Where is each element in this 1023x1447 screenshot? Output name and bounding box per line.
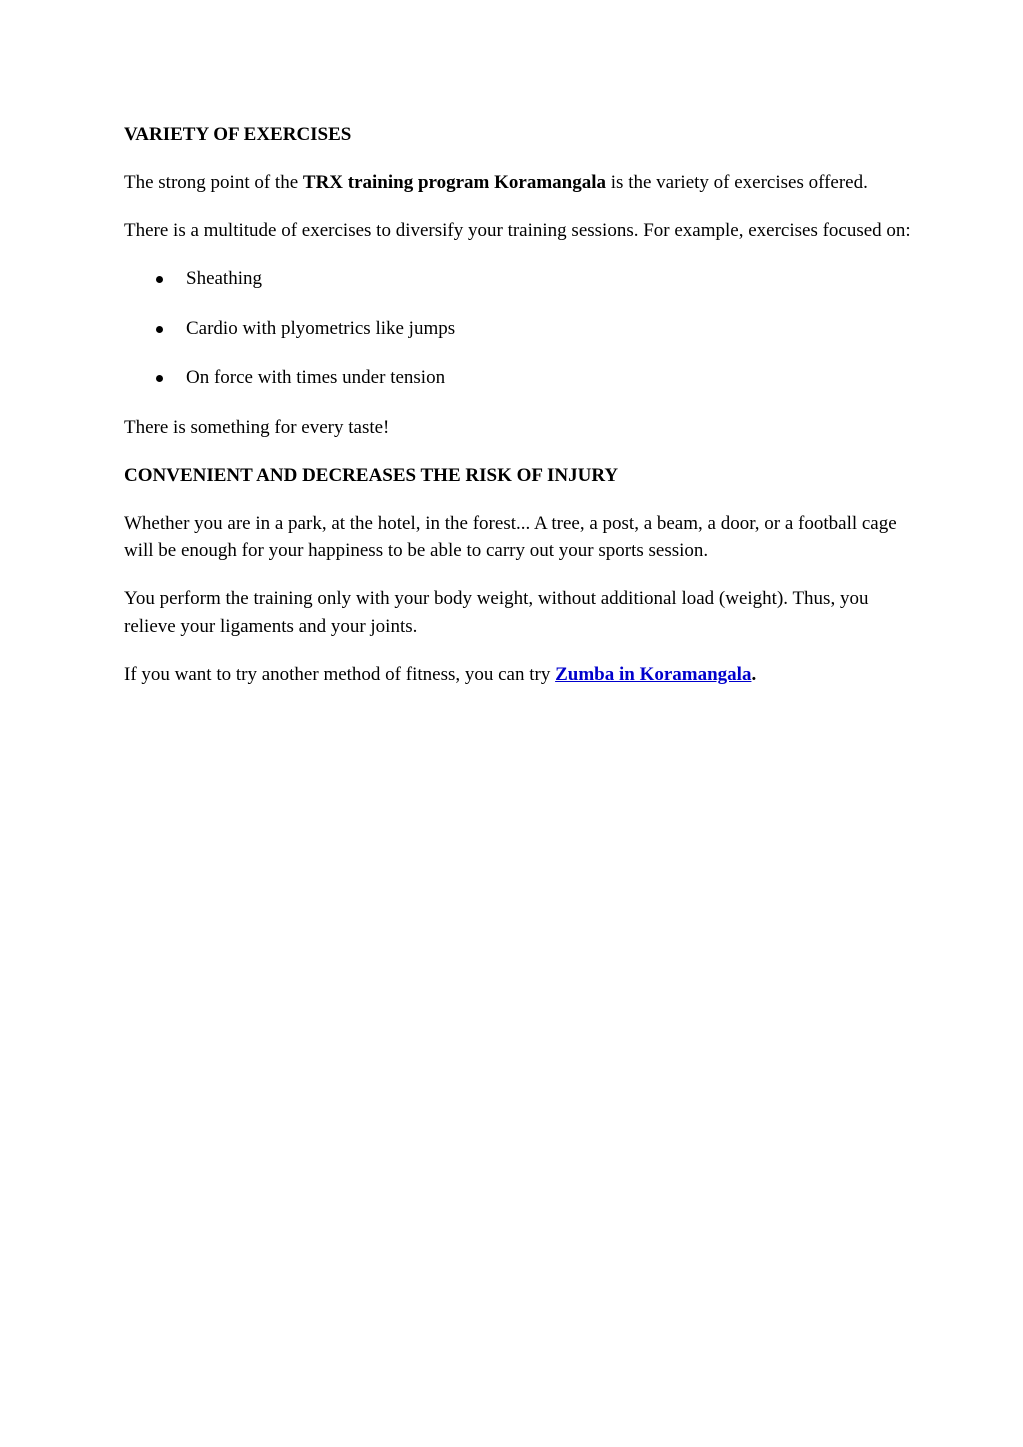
list-item xyxy=(124,364,914,392)
paragraph-whether: Whether you are in a park, at the hotel, in the forest... A tree, a post, a beam, a door, or a football cage will be enough for your happiness to be able to carry out your sports session. xyxy=(124,512,897,561)
list-item-text: On force with times under tension xyxy=(186,367,446,388)
paragraph-body-weight: You perform the training only with your body weight, without additional load (weight). Thus, you relieve your ligaments and your joints. xyxy=(124,588,869,637)
bullet-icon xyxy=(156,375,163,382)
bold-program-name: TRX training program Koramangala xyxy=(302,172,607,193)
paragraph-every-taste: There is something for every taste! xyxy=(124,416,390,438)
bullet-icon xyxy=(156,326,163,333)
paragraph-period: . xyxy=(751,663,757,685)
bullet-icon xyxy=(156,276,163,283)
list-item xyxy=(124,265,914,293)
document-body xyxy=(124,121,914,709)
list-item-text: Cardio with plyometrics like jumps xyxy=(186,317,456,339)
paragraph-text: The strong point of the xyxy=(124,172,303,193)
paragraph-strong-point xyxy=(124,169,914,197)
paragraph-text: If you want to try another method of fitness, you can try xyxy=(124,663,556,685)
section-heading-variety: VARIETY OF EXERCISES xyxy=(124,124,352,145)
paragraph-multitude: There is a multitude of exercises to diversify your training sessions. For example, exercises focused on: xyxy=(124,220,911,241)
zumba-link[interactable]: Zumba in Koramangala xyxy=(555,663,752,685)
paragraph-text: is the variety of exercises offered. xyxy=(606,172,868,193)
list-item-text: Sheathing xyxy=(186,268,262,289)
list-item xyxy=(124,315,914,343)
exercise-list xyxy=(124,265,914,392)
paragraph-try-another xyxy=(124,661,914,689)
section-heading-convenient: CONVENIENT AND DECREASES THE RISK OF INJURY xyxy=(124,464,619,486)
